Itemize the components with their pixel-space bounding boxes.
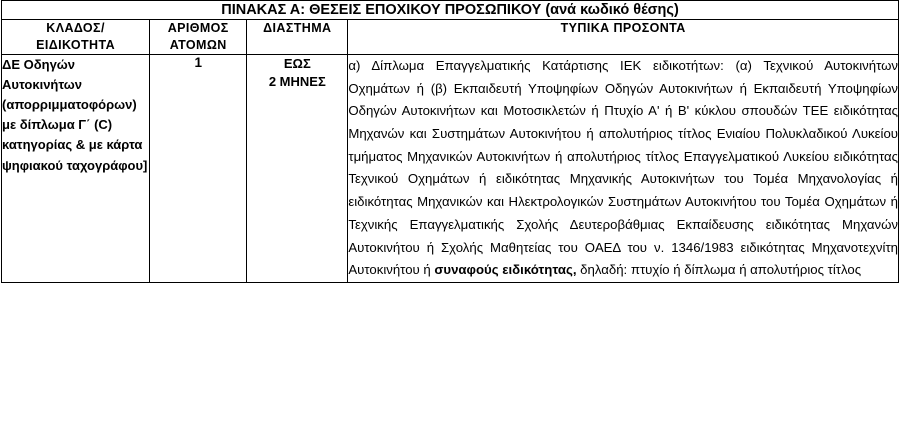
cell-klados-eidikotita: ΔΕ Οδηγών Αυτοκινήτων (απορριμματοφόρων) με δίπλωμα Γ΄ (C) κατηγορίας & με κάρτα ψηφιακού ταχογράφου]	[2, 54, 150, 282]
prosonta-text-bold1: συναφούς ειδικότητας,	[434, 262, 577, 278]
header-klados-line1: ΚΛΑΔΟΣ/	[46, 21, 105, 36]
cell-diastima	[247, 54, 348, 282]
table-title: ΠΙΝΑΚΑΣ Α: ΘΕΣΕΙΣ ΕΠΟΧΙΚΟΥ ΠΡΟΣΩΠΙΚΟΥ (ανά κωδικό θέσης)	[2, 1, 899, 20]
header-typika-prosonta: ΤΥΠΙΚΑ ΠΡΟΣΟΝΤΑ	[348, 20, 899, 55]
table-row	[2, 54, 899, 282]
header-arithmos-line1: ΑΡΙΘΜΟΣ	[167, 21, 229, 36]
table-header-row	[2, 20, 899, 55]
cell-diastima-line2: 2 ΜΗΝΕΣ	[268, 74, 326, 90]
header-arithmos-atomon	[150, 20, 247, 55]
header-klados-line2: ΕΙΔΙΚΟΤΗΤΑ	[36, 38, 115, 52]
header-klados-eidikotita	[2, 20, 150, 55]
header-diastima: ΔΙΑΣΤΗΜΑ	[247, 20, 348, 55]
table-title-row	[2, 1, 899, 20]
header-arithmos-line2: ΑΤΟΜΩΝ	[169, 38, 227, 52]
cell-typika-prosonta	[348, 54, 899, 282]
prosonta-text-part2: δηλαδή: πτυχίο ή δίπλωμα ή απολυτήριος τίτλος	[576, 262, 862, 278]
prosonta-text-part1: α) Δίπλωμα Επαγγελματικής Κατάρτισης ΙΕΚ ειδικοτήτων: (α) Τεχνικού Αυτοκινήτων Οχημάτων ή (β) Εκπαιδευτή Υποψηφίων Οδηγών Αυτοκινήτων ή Εκπαιδευτή Υποψηφίων Οδηγών Αυτοκινήτων και Μοτοσικλετών ή Πτυχίο Α' ή Β' κύκλου σπουδών ΤΕΕ ειδικότητας Μηχανών και Συστημάτων Αυτοκινήτου ή απολυτήριος τίτλος Ενιαίου Πολυκλαδικού Λυκείου τμήματος Μηχανικών Αυτοκινήτων ή απολυτήριος τίτλος Επαγγελματικού Λυκείου ειδικότητας Τεχνικού Οχημάτων ή ειδικότητας Μηχανικής Αυτοκινήτων του Τομέα Μηχανολογίας ή ειδικότητας Μηχανικών και Ηλεκτρολογικών Συστημάτων Αυτοκινήτου του Τομέα Οχημάτων ή Τεχνικής Επαγγελματικής Σχολής Δευτεροβάθμιας Εκπαίδευσης ειδικότητας Μηχανών Αυτοκινήτου ή Σχολής Μαθητείας του ΟΑΕΔ του ν. 1346/1983 ειδικότητας Μηχανοτεχνίτη Αυτοκινήτου ή	[348, 57, 898, 278]
positions-table	[1, 0, 899, 283]
cell-diastima-line1: ΕΩΣ	[283, 55, 311, 71]
cell-arithmos-atomon: 1	[150, 54, 247, 282]
